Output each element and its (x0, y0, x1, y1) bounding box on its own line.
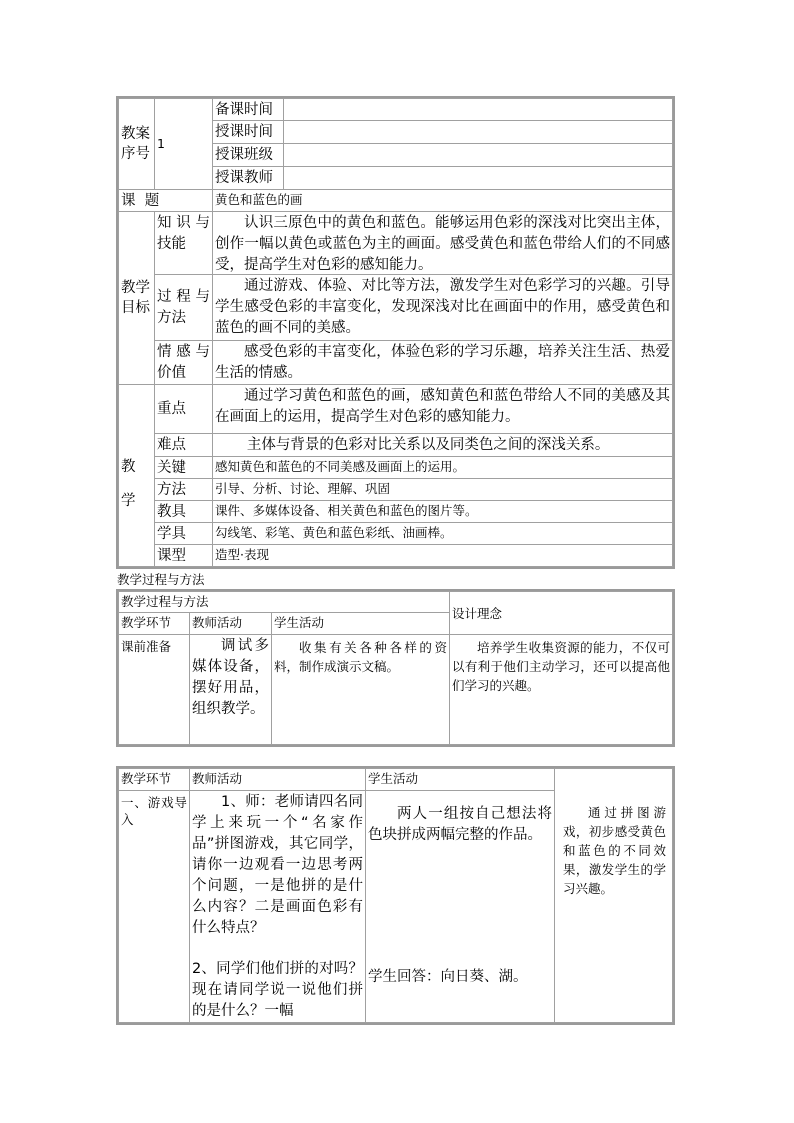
lesson-no-value: 1 (154, 98, 213, 190)
class-label: 授课班级 (212, 143, 284, 167)
topic-label: 课 题 (118, 189, 213, 212)
game-student-p1: 两人一组按自己想法将色块拼成两幅完整的作品。 (368, 806, 552, 843)
process-table (116, 589, 675, 747)
knowledge-label: 知识与技能 (154, 211, 213, 275)
stage-header: 教学环节 (118, 612, 190, 635)
lesson-plan-table (116, 96, 675, 569)
game-teacher-p2: 2、同学们他们拼的对吗？现在请同学说一说他们拼的是什么？一幅 (192, 961, 363, 1019)
method-label: 方法 (154, 478, 213, 501)
lesson-no-label: 教案序号 (118, 98, 155, 190)
prep-time-label: 备课时间 (212, 98, 284, 121)
game-row-student (365, 790, 555, 1023)
row-idea: 培养学生收集资源的能力，不仅可以有利于他们主动学习，还可以提高他们学习的兴趣。 (449, 634, 673, 745)
game-student-p2: 学生回答：向日葵、湖。 (368, 969, 528, 985)
process-label: 过程与方法 (154, 274, 213, 341)
teacher-label: 授课教师 (212, 166, 284, 190)
class-value[interactable] (283, 143, 673, 167)
row-stage: 课前准备 (118, 634, 190, 745)
emotion-text: 感受色彩的丰富变化，体验色彩的学习乐趣，培养关注生活、热爱生活的情感。 (212, 340, 673, 385)
type-text: 造型·表现 (212, 544, 673, 567)
teaching-label-char-2: 学 (121, 493, 136, 509)
process-caption: 教学过程与方法 (117, 572, 205, 587)
process-table-title: 教学过程与方法 (118, 591, 450, 613)
student-tools-text: 勾线笔、彩笔、黄色和蓝色彩纸、油画棒。 (212, 522, 673, 545)
game-student-header: 学生活动 (365, 768, 555, 791)
difficult-text: 主体与背景的色彩对比关系以及同类色之间的深浅关系。 (212, 433, 673, 457)
teacher-header: 教师活动 (189, 612, 272, 635)
topic-value: 黄色和蓝色的画 (212, 189, 673, 212)
teacher-value[interactable] (283, 166, 673, 190)
game-teacher-p1: 1、师：老师请四名同学上来玩一个“名家作品”拼图游戏，其它同学，请你一边观看一边思考两个问题，一是他拼的是什么内容？二是画面色彩有什么特点？ (192, 794, 363, 936)
student-tools-label: 学具 (154, 522, 213, 545)
type-label: 课型 (154, 544, 213, 567)
process-text: 通过游戏、体验、对比等方法，激发学生对色彩学习的兴趣。引导学生感受色彩的丰富变化，发现深浅对比在画面中的作用，感受黄色和蓝色的画不同的美感。 (212, 274, 673, 341)
crux-text: 感知黄色和蓝色的不同美感及画面上的运用。 (212, 456, 673, 479)
game-row-idea: 通过拼图游戏，初步感受黄色和蓝色的不同效果，激发学生的学习兴趣。 (554, 768, 673, 1023)
method-text: 引导、分析、讨论、理解、巩固 (212, 478, 673, 501)
key-label: 重点 (154, 384, 213, 434)
tools-label: 教具 (154, 500, 213, 523)
goals-label: 教学目标 (118, 211, 155, 385)
crux-label: 关键 (154, 456, 213, 479)
game-stage-header: 教学环节 (118, 768, 190, 791)
key-text: 通过学习黄色和蓝色的画，感知黄色和蓝色带给人不同的美感及其在画面上的运用，提高学生对色彩的感知能力。 (212, 384, 673, 434)
teach-time-value[interactable] (283, 120, 673, 144)
teaching-label-char-1: 教 (121, 459, 136, 475)
prep-time-value[interactable] (283, 98, 673, 121)
teaching-label (118, 384, 155, 567)
tools-text: 课件、多媒体设备、相关黄色和蓝色的图片等。 (212, 500, 673, 523)
row-student: 收集有关各种各样的资料，制作成演示文稿。 (271, 634, 450, 745)
emotion-label: 情感与价值 (154, 340, 213, 385)
game-row-teacher (189, 790, 366, 1023)
row-teacher: 调试多媒体设备，摆好用品，组织教学。 (189, 634, 272, 745)
teach-time-label: 授课时间 (212, 120, 284, 144)
game-row-stage: 一、游戏导入 (118, 790, 190, 1023)
student-header: 学生活动 (271, 612, 450, 635)
difficult-label: 难点 (154, 433, 213, 457)
idea-header: 设计理念 (449, 591, 673, 635)
game-table (116, 766, 675, 1025)
knowledge-text: 认识三原色中的黄色和蓝色。能够运用色彩的深浅对比突出主体，创作一幅以黄色或蓝色为主的画面。感受黄色和蓝色带给人们的不同感受，提高学生对色彩的感知能力。 (212, 211, 673, 275)
game-teacher-header: 教师活动 (189, 768, 366, 791)
